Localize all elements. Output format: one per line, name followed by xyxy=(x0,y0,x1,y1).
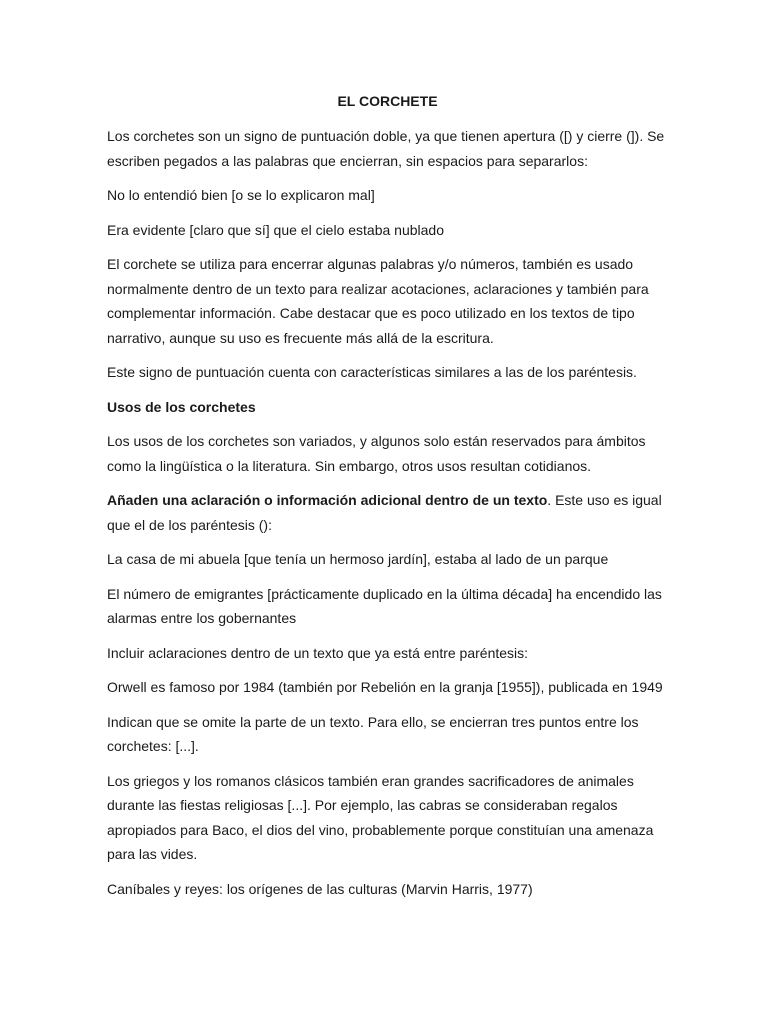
document-title: EL CORCHETE xyxy=(337,93,438,109)
paragraph-usage: El corchete se utiliza para encerrar algunas palabras y/o números, también es usado normalmente dentro de un texto para realizar acotaciones, aclaraciones y también para complementar información. Cabe destacar que es poco utilizado en los textos de tipo narrativo, aunque su uso es frecuente más allá de la escritura. xyxy=(107,256,649,346)
paragraph-intro: Los corchetes son un signo de puntuación doble, ya que tienen apertura ([) y cierre (]). Se escriben pegados a las palabras que encierran, sin espacios para separarlos: xyxy=(107,128,665,169)
example-3: La casa de mi abuela [que tenía un hermoso jardín], estaba al lado de un parque xyxy=(107,551,609,567)
section-heading-usos: Usos de los corchetes xyxy=(107,398,256,415)
aclaracion-bold-text: Añaden una aclaración o información adicional dentro de un texto xyxy=(107,492,548,508)
paragraph-aclaracion xyxy=(107,488,668,537)
paragraph-usos: Los usos de los corchetes son variados, y algunos solo están reservados para ámbitos como la lingüística o la literatura. Sin embargo, otros usos resultan cotidianos. xyxy=(107,433,646,474)
example-1: No lo entendió bien [o se lo explicaron mal] xyxy=(107,187,375,203)
example-5: Orwell es famoso por 1984 (también por Rebelión en la granja [1955]), publicada en 1949 xyxy=(107,679,663,695)
example-6: Los griegos y los romanos clásicos también eran grandes sacrificadores de animales durante las fiestas religiosas [...]. Por ejemplo, las cabras se consideraban regalos apropiados para Baco, el dios del vino, probablemente porque constituían una amenaza para las vides. xyxy=(107,772,654,862)
paragraph-similarity: Este signo de puntuación cuenta con características similares a las de los paréntesis. xyxy=(107,364,637,380)
aclaracion-rest-text: . Este uso es igual que el de los paréntesis (): xyxy=(107,492,662,533)
example-2: Era evidente [claro que sí] que el cielo estaba nublado xyxy=(107,221,445,238)
citation: Caníbales y reyes: los orígenes de las culturas (Marvin Harris, 1977) xyxy=(107,880,533,897)
example-4: El número de emigrantes [prácticamente duplicado en la última década] ha encendido las alarmas entre los gobernantes xyxy=(107,585,662,626)
paragraph-omission: Indican que se omite la parte de un texto. Para ello, se encierran tres puntos entre los corchetes: [...]. xyxy=(107,713,639,754)
paragraph-nested: Incluir aclaraciones dentro de un texto que ya está entre paréntesis: xyxy=(107,644,529,661)
